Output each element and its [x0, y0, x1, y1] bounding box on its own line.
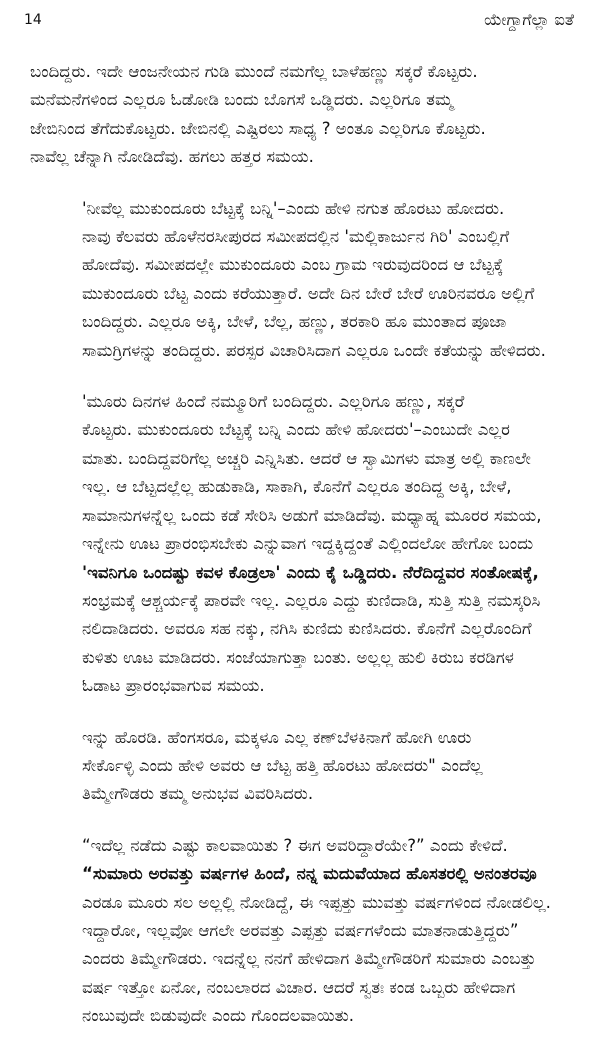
text-line: ಎರಡೂ ಮೂರು ಸಲ ಅಲ್ಲಲ್ಲಿ ನೋಡಿದ್ದೆ, ಈ ಇಪ್ಪತ್ತು ಮುವತ್ತು ವರ್ಷಗಳಿಂದ ನೋಡಲಿಲ್ಲ. [82, 892, 551, 912]
text-line: ನಲಿದಾಡಿದರು. ಅವರೂ ಸಹ ನಕ್ಕು, ನಗಿಸಿ ಕುಣಿದು ಕುಣಿಸಿದರು. ಕೊನೆಗೆ ಎಲ್ಲರೊಂದಿಗೆ [82, 619, 532, 639]
text-line: ಸೇರ್ಕೊಳ್ಳಿ ಎಂದು ಹೇಳಿ ಅವರು ಆ ಬೆಟ್ಟ ಹತ್ತಿ ಹೊರಟು ಹೋದರು" ಎಂದೆಲ್ಲ [82, 755, 483, 775]
body-text [30, 58, 574, 1054]
running-title: ಯೇಗ್ದಾಗೆಲ್ಲಾ ಐತೆ [484, 10, 574, 29]
text-line: “ಸುಮಾರು ಅರವತ್ತು ವರ್ಷಗಳ ಹಿಂದೆ, ನನ್ನ ಮದುವೆಯಾದ ಹೊಸತರಲ್ಲಿ ಅನಂತರವೂ [82, 864, 537, 884]
text-line: ತಿಮ್ಮೇಗೌಡರು ತಮ್ಮ ಅನುಭವ ವಿವರಿಸಿದರು. [82, 784, 314, 804]
text-line: ಬಂದಿದ್ದರು. ಇದೇ ಆಂಜನೇಯನ ಗುಡಿ ಮುಂದೆ ನಮಗೆಲ್ಲ ಬಾಳೆಹಣ್ಣು ಸಕ್ಕರೆ ಕೊಟ್ಟರು. [30, 62, 478, 81]
text-line: ಹೋದೆವು. ಸಮೀಪದಲ್ಲೇ ಮುಕುಂದೂರು ಎಂಬ ಗ್ರಾಮ ಇರುವುದರಿಂದ ಆ ಬೆಟ್ಟಕ್ಕೆ [82, 255, 504, 275]
paragraph [30, 724, 574, 809]
text-line: ಮುಕುಂದೂರು ಬೆಟ್ಟ ಎಂದು ಕರೆಯುತ್ತಾರೆ. ಅದೇ ದಿನ ಬೇರೆ ಬೇರೆ ಊರಿನವರೂ ಅಲ್ಲಿಗೆ [82, 283, 535, 303]
text-line: ಇನ್ನೇನು ಊಟ ಪ್ರಾರಂಭಿಸಬೇಕು ಎನ್ನುವಾಗ ಇದ್ದಕ್ಕಿದ್ದಂತೆ ಎಲ್ಲಿಂದಲೋ ಹೇಗೋ ಬಂದು [82, 534, 534, 554]
page-number: 14 [24, 12, 42, 28]
text-line: ಮನೆಮನೆಗಳಿಂದ ಎಲ್ಲರೂ ಓಡೋಡಿ ಬಂದು ಬೊಗಸೆ ಒಡ್ಡಿದರು. ಎಲ್ಲರಿಗೂ ತಮ್ಮ [30, 90, 453, 110]
text-line: “ಇದೆಲ್ಲ ನಡೆದು ಎಷ್ಟು ಕಾಲವಾಯಿತು ? ಈಗ ಅವರಿದ್ದಾರೆಯೇ?” ಎಂದು ಕೇಳಿದೆ. [82, 835, 508, 855]
paragraph [30, 388, 574, 700]
text-line: ಕೊಟ್ಟರು. ಮುಕುಂದೂರು ಬೆಟ್ಟಕ್ಕೆ ಬನ್ನಿ ಎಂದು ಹೇಳಿ ಹೋದರು'–ಎಂಬುದೇ ಎಲ್ಲರ [82, 420, 510, 440]
paragraph [30, 195, 574, 365]
text-line: ಬಂದಿದ್ದರು. ಎಲ್ಲರೂ ಅಕ್ಕಿ, ಬೇಳೆ, ಬೆಲ್ಲ, ಹಣ್ಣು, ತರಕಾರಿ ಹೂ ಮುಂತಾದ ಪೂಜಾ [82, 312, 507, 332]
text-line: ನಂಬುವುದೇ ಬಿಡುವುದೇ ಎಂದು ಗೊಂದಲವಾಯಿತು. [82, 1006, 355, 1026]
text-line: ಸಂಭ್ರಮಕ್ಕೆ ಆಶ್ಚರ್ಯಕ್ಕೆ ಪಾರವೇ ಇಲ್ಲ. ಎಲ್ಲರೂ ಎದ್ದು ಕುಣಿದಾಡಿ, ಸುತ್ತಿ ಸುತ್ತಿ ನಮಸ್ಕರಿಸಿ [82, 590, 541, 610]
text-line: ಇನ್ನು ಹೊರಡಿ. ಹೆಂಗಸರೂ, ಮಕ್ಕಳೂ ಎಲ್ಲ ಕಣ್‌ಬೆಳಕಿನಾಗೆ ಹೋಗಿ ಊರು [82, 727, 472, 747]
text-line: ಇಲ್ಲ. ಆ ಬೆಟ್ಟದಲ್ಲೆಲ್ಲ ಹುಡುಕಾಡಿ, ಸಾಕಾಗಿ, ಕೊನೆಗೆ ಎಲ್ಲರೂ ತಂದಿದ್ದ ಅಕ್ಕಿ, ಬೇಳೆ, [82, 477, 512, 497]
text-line: ಮಾತು. ಬಂದಿದ್ದವರಿಗೆಲ್ಲ ಅಚ್ಚರಿ ಎನ್ನಿಸಿತು. ಆದರೆ ಆ ಸ್ವಾಮಿಗಳು ಮಾತ್ರ ಅಲ್ಲಿ ಕಾಣಲೇ [82, 448, 531, 468]
text-line: ಓಡಾಟ ಪ್ರಾರಂಭವಾಗುವ ಸಮಯ. [82, 676, 265, 696]
text-line: ನಾವು ಕೆಲವರು ಹೊಳೆನರಸೀಪುರದ ಸಮೀಪದಲ್ಲಿನ 'ಮಲ್ಲಿಕಾರ್ಜುನ ಗಿರಿ' ಎಂಬಲ್ಲಿಗೆ [82, 227, 510, 247]
page-header [24, 8, 574, 34]
text-line: ನಾವೆಲ್ಲ ಚೆನ್ನಾಗಿ ನೋಡಿದೆವು. ಹಗಲು ಹತ್ತರ ಸಮಯ. [30, 147, 314, 167]
text-line: ಸಾಮಾನುಗಳನ್ನೆಲ್ಲ ಒಂದು ಕಡೆ ಸೇರಿಸಿ ಅಡುಗೆ ಮಾಡಿದೆವು. ಮಧ್ಯಾಹ್ನ ಮೂರರ ಸಮಯ, [82, 505, 542, 525]
text-line: 'ಮೂರು ದಿನಗಳ ಹಿಂದೆ ನಮ್ಮೂರಿಗೆ ಬಂದಿದ್ದರು. ಎಲ್ಲರಿಗೂ ಹಣ್ಣು, ಸಕ್ಕರೆ [82, 392, 465, 412]
text-line: ಇದ್ದಾರೋ, ಇಲ್ಲವೋ ಆಗಲೇ ಅರವತ್ತು ಎಪ್ಪತ್ತು ವರ್ಷಗಳೆಂದು ಮಾತನಾಡುತ್ತಿದ್ದರು” [82, 920, 519, 940]
text-line: ಸಾಮಗ್ರಿಗಳನ್ನು ತಂದಿದ್ದರು. ಪರಸ್ಪರ ವಿಚಾರಿಸಿದಾಗ ಎಲ್ಲರೂ ಒಂದೇ ಕತೆಯನ್ನು ಹೇಳಿದರು. [82, 340, 546, 360]
text-line: ಎಂದರು ತಿಮ್ಮೇಗೌಡರು. ಇದನ್ನೆಲ್ಲ ನನಗೆ ಹೇಳಿದಾಗ ತಿಮ್ಮೇಗೌಡರಿಗೆ ಸುಮಾರು ಎಂಬತ್ತು [82, 949, 536, 969]
text-line: ಜೇಬಿನಿಂದ ತೆಗೆದುಕೊಟ್ಟರು. ಜೇಬಿನಲ್ಲಿ ಎಷ್ಟಿರಲು ಸಾಧ್ಯ ? ಅಂತೂ ಎಲ್ಲರಿಗೂ ಕೊಟ್ಟರು. [30, 118, 486, 138]
text-line: 'ಇವನಿಗೂ ಒಂದಷ್ಟು ಕವಳ ಕೊಡ್ರಲಾ' ಎಂದು ಕೈ ಒಡ್ಡಿದರು. ನೆರೆದಿದ್ದವರ ಸಂತೋಷಕ್ಕೆ, [82, 562, 539, 582]
text-line: 'ನೀವೆಲ್ಲ ಮುಕುಂದೂರು ಬೆಟ್ಟಕ್ಕೆ ಬನ್ನಿ'–ಎಂದು ಹೇಳಿ ನಗುತ ಹೊರಟು ಹೋದರು. [82, 198, 505, 218]
paragraph [30, 832, 574, 1031]
text-line: ಕುಳಿತು ಊಟ ಮಾಡಿದರು. ಸಂಜೆಯಾಗುತ್ತಾ ಬಂತು. ಅಲ್ಲಲ್ಲ ಹುಲಿ ಕಿರುಬ ಕರಡಿಗಳ [82, 647, 514, 667]
paragraph [30, 58, 574, 172]
text-line: ವರ್ಷ ಇತ್ತೋ ಏನೋ, ನಂಬಲಾರದ ವಿಚಾರ. ಆದರೆ ಸ್ವತಃ ಕಂಡ ಒಬ್ಬರು ಹೇಳಿದಾಗ [82, 977, 516, 997]
